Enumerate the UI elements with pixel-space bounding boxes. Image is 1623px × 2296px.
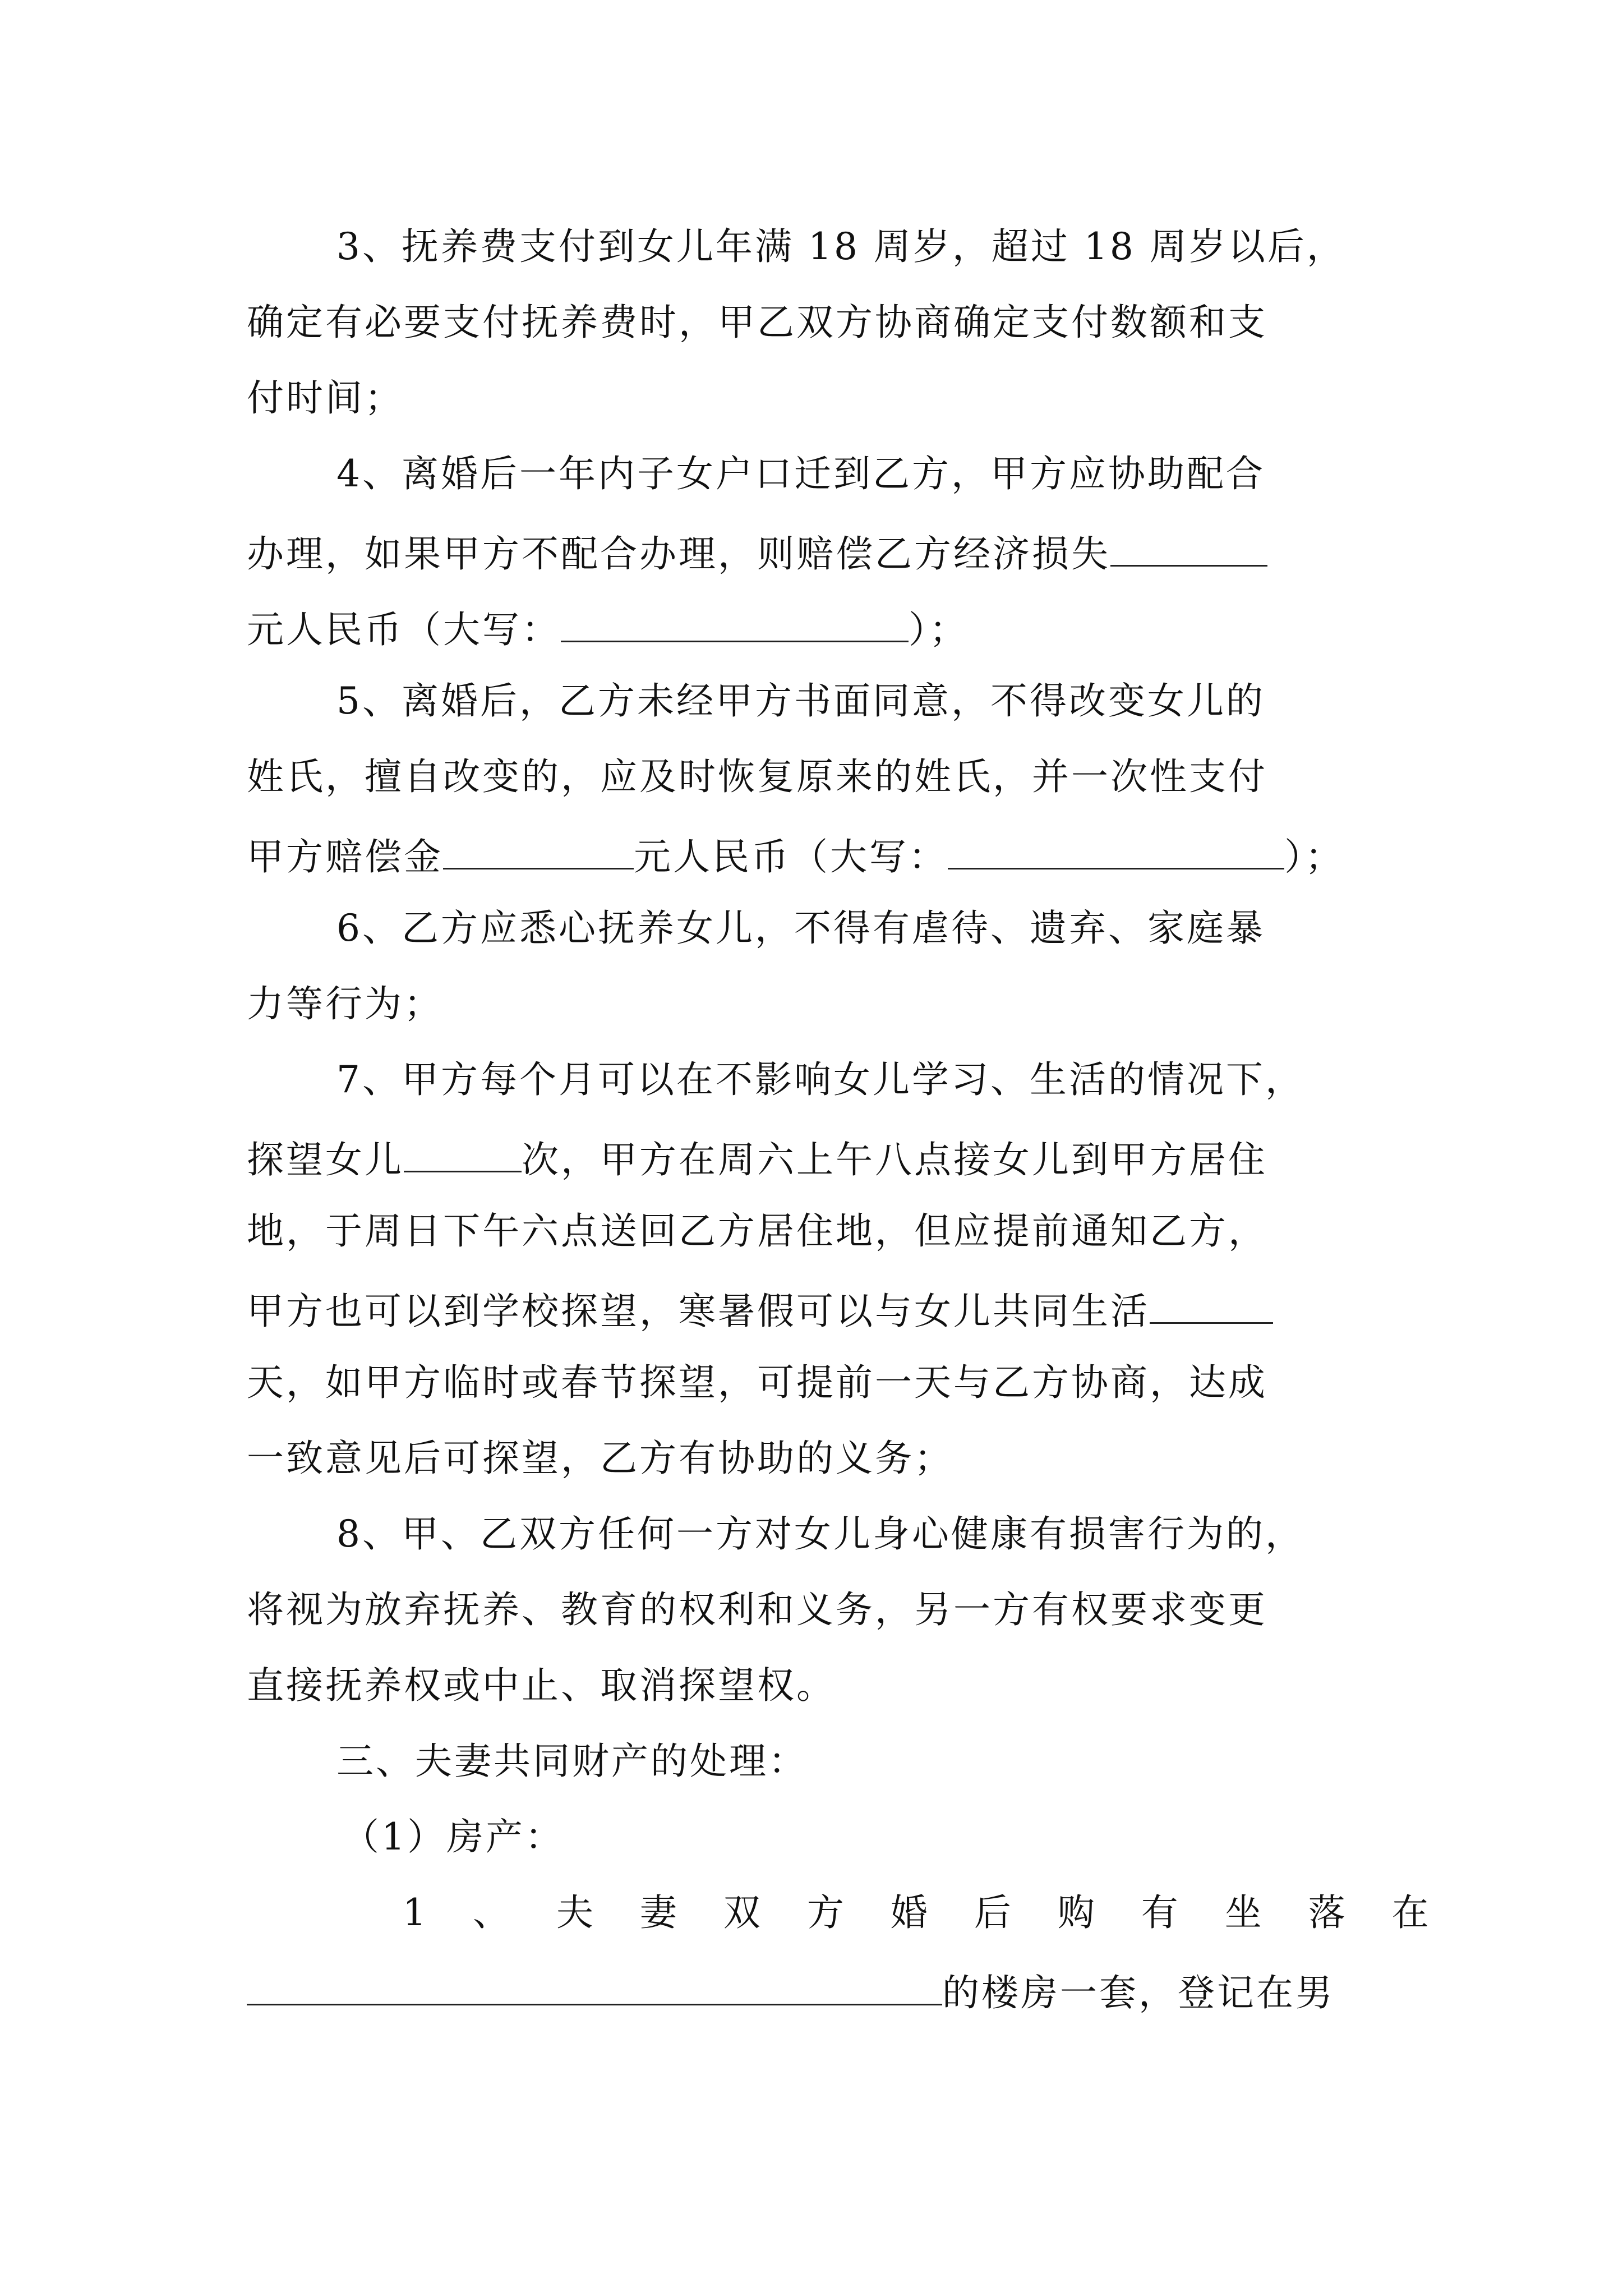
clause-5-line-3: 甲方赔偿金 元人民币（大写： ）； bbox=[247, 827, 1344, 882]
clause-6-line-1: 6、乙方应悉心抚养女儿，不得有虐待、遗弃、家庭暴 bbox=[336, 907, 1265, 950]
property-item-1-line-1: 1 、 夫 妻 双 方 婚 后 购 有 坐 落 在 bbox=[403, 1891, 1429, 1934]
blank-compensation-fee bbox=[443, 827, 634, 869]
section-3-heading: 三、夫妻共同财产的处理： bbox=[336, 1740, 808, 1783]
clause-5-line-1: 5、离婚后，乙方未经甲方书面同意，不得改变女儿的 bbox=[336, 679, 1265, 723]
clause-7-line-5: 天，如甲方临时或春节探望，可提前一天与乙方协商，达成 bbox=[247, 1361, 1267, 1404]
blank-compensation-amount bbox=[1110, 524, 1267, 567]
blank-visit-times bbox=[404, 1130, 522, 1172]
clause-8-line-2: 将视为放弃抚养、教育的权利和义务，另一方有权要求变更 bbox=[247, 1588, 1267, 1631]
clause-4-line-2: 办理，如果甲方不配合办理，则赔偿乙方经济损失 bbox=[247, 524, 1267, 579]
clause-4-line-1: 4、离婚后一年内子女户口迁到乙方，甲方应协助配合 bbox=[336, 452, 1265, 495]
clause-7-line-2: 探望女儿 次，甲方在周六上午八点接女儿到甲方居住 bbox=[247, 1130, 1267, 1185]
clause-3-line-3: 付时间； bbox=[247, 376, 404, 420]
blank-property-location bbox=[247, 1963, 942, 2005]
clause-4-line-3: 元人民币（大写： ）； bbox=[247, 600, 969, 655]
clause-8-line-3: 直接抚养权或中止、取消探望权。 bbox=[247, 1664, 836, 1707]
blank-amount-in-words bbox=[561, 600, 909, 642]
clause-5-line-2: 姓氏，擅自改变的，应及时恢复原来的姓氏，并一次性支付 bbox=[247, 755, 1267, 798]
clause-7-line-3: 地，于周日下午六点送回乙方居住地，但应提前通知乙方， bbox=[247, 1209, 1267, 1253]
clause-8-line-1: 8、甲、乙双方任何一方对女儿身心健康有损害行为的， bbox=[336, 1512, 1304, 1556]
property-item-1-line-2: 的楼房一套，登记在男 bbox=[247, 1963, 1335, 2018]
subsection-property-heading: （1）房产： bbox=[342, 1815, 564, 1858]
clause-3-line-1: 3、抚养费支付到女儿年满 18 周岁，超过 18 周岁以后， bbox=[336, 225, 1346, 268]
clause-7-line-4: 甲方也可以到学校探望，寒暑假可以与女儿共同生活 bbox=[247, 1282, 1273, 1337]
clause-7-line-6: 一致意见后可探望，乙方有协助的义务； bbox=[247, 1437, 953, 1480]
blank-fee-in-words bbox=[948, 827, 1284, 869]
blank-holiday-days bbox=[1150, 1282, 1273, 1324]
clause-7-line-1: 7、甲方每个月可以在不影响女儿学习、生活的情况下， bbox=[336, 1058, 1304, 1101]
clause-6-line-2: 力等行为； bbox=[247, 982, 443, 1025]
clause-3-line-2: 确定有必要支付抚养费时，甲乙双方协商确定支付数额和支 bbox=[247, 301, 1267, 344]
